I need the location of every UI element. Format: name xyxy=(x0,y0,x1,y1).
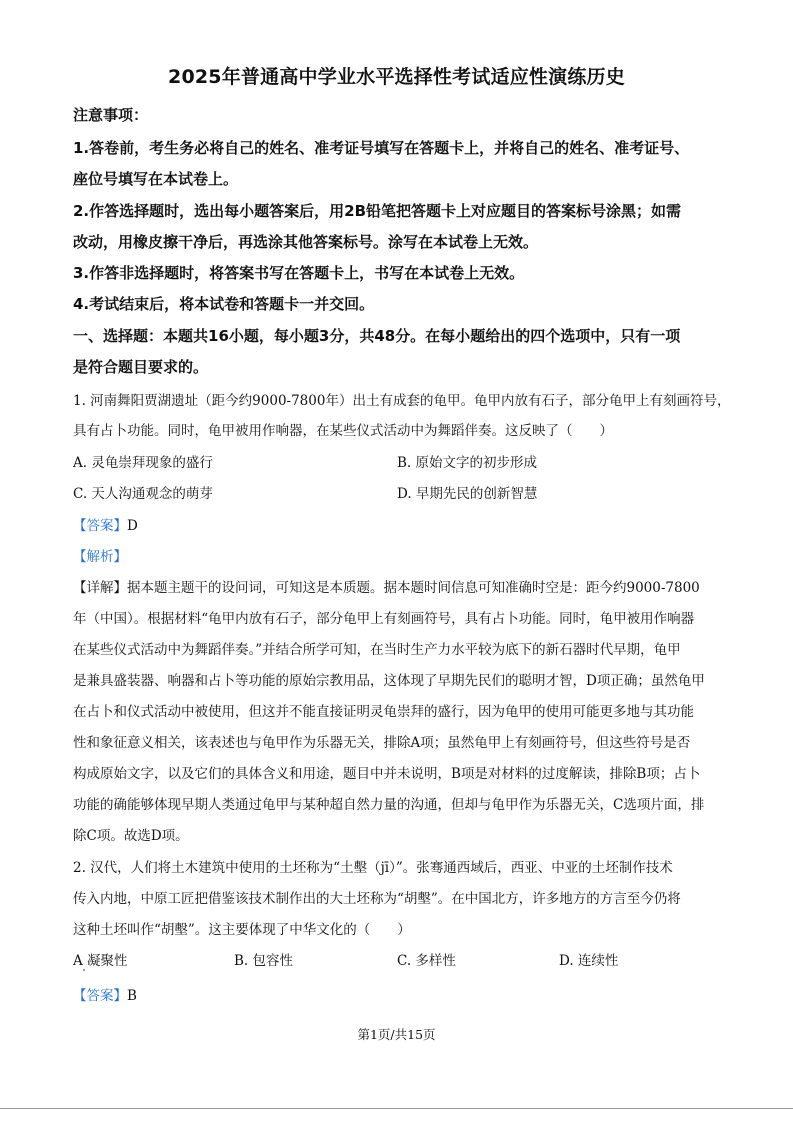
answer-label: 【答案】 xyxy=(73,988,127,1004)
q2-stem: 2. 汉代，人们将土木建筑中使用的土坯称为“土墼（jī）”。张骞通西域后，西亚、中亚的土坯制作技术 xyxy=(73,860,673,876)
q2-answer xyxy=(73,984,137,1004)
q1-option-d: D. 早期先民的创新智慧 xyxy=(397,486,538,502)
q1-detail-line xyxy=(73,576,700,596)
section-heading: 是符合题目要求的。 xyxy=(73,358,209,376)
notice-item: 改动，用橡皮擦干净后，再选涂其他答案标号。涂写在本试卷上无效。 xyxy=(73,233,539,251)
q1-detail-line: 是兼具盛装器、响器和占卜等功能的原始宗教用品，这体现了早期先民们的聪明才智，D项正确；虽然龟甲 xyxy=(73,673,705,689)
answer-label: 【答案】 xyxy=(73,518,127,534)
q1-analysis-label: 【解析】 xyxy=(73,549,127,565)
q1-detail-line: 在占卜和仪式活动中被使用，但这并不能直接证明灵龟崇拜的盛行，因为龟甲的使用可能更多地与其功能 xyxy=(73,704,694,720)
q2-stem: 这种土坯叫作“胡墼”。这主要体现了中华文化的（ ） xyxy=(73,922,411,938)
page-title: 2025年普通高中学业水平选择性考试适应性演练历史 xyxy=(168,66,625,88)
q2-option-c: C. 多样性 xyxy=(397,953,456,969)
detail-label: 【详解】 xyxy=(73,580,127,596)
q1-detail-line: 性和象征意义相关，该表述也与龟甲作为乐器无关，排除A项；虽然龟甲上有刻画符号，但这些符号是否 xyxy=(73,735,691,751)
notice-item: 1.答卷前，考生务必将自己的姓名、准考证号填写在答题卡上，并将自己的姓名、准考证号、 xyxy=(73,139,690,157)
notice-item: 座位号填写在本试卷上。 xyxy=(73,170,239,188)
notice-item: 3.作答非选择题时，将答案书写在答题卡上，书写在本试卷上无效。 xyxy=(73,264,525,282)
q1-option-b: B. 原始文字的初步形成 xyxy=(397,455,538,471)
answer-value: B xyxy=(127,988,137,1004)
q1-detail-line: 在某些仪式活动中为舞蹈伴奏。”并结合所学可知，在当时生产力水平较为底下的新石器时代早期，龟甲 xyxy=(73,642,681,658)
q2-option-a: A 凝聚性 xyxy=(73,953,128,969)
q1-detail-line: 除C项。故选D项。 xyxy=(73,828,189,844)
q1-detail-line: 年（中国）。根据材料“龟甲内放有石子，部分龟甲上有刻画符号，具有占卜功能。同时，龟甲被用作响器 xyxy=(73,611,695,627)
detail-text: 据本题主题干的设问词，可知这是本质题。据本题时间信息可知准确时空是：距今约9000-7800 xyxy=(127,580,700,596)
q1-stem: 具有占卜功能。同时，龟甲被用作响器，在某些仪式活动中为舞蹈伴奏。这反映了（ ） xyxy=(73,423,613,439)
notice-item: 2.作答选择题时，选出每小题答案后，用2B铅笔把答题卡上对应题目的答案标号涂黑；如需 xyxy=(73,202,682,220)
section-heading: 一、选择题：本题共16小题，每小题3分，共48分。在每小题给出的四个选项中，只有一项 xyxy=(73,327,681,345)
q2-stem: 传入内地，中原工匠把借鉴该技术制作出的大土坯称为“胡墼”。在中国北方，许多地方的方言至今仍将 xyxy=(73,891,681,907)
q2-option-d: D. 连续性 xyxy=(559,953,619,969)
bottom-divider xyxy=(0,1108,793,1109)
page-footer: 第1页/共15页 xyxy=(357,1027,436,1042)
q1-answer xyxy=(73,514,138,534)
q1-detail-line: 功能的确能够体现早期人类通过龟甲与某种超自然力量的沟通，但却与龟甲作为乐器无关，C选项片面，排 xyxy=(73,797,705,813)
q1-option-c: C. 天人沟通观念的萌芽 xyxy=(73,486,213,502)
stray-mark xyxy=(83,969,85,971)
answer-value: D xyxy=(127,518,138,534)
q1-stem: 1. 河南舞阳贾湖遗址（距今约9000-7800年）出土有成套的龟甲。龟甲内放有石子，部分龟甲上有刻画符号， xyxy=(73,393,731,409)
q1-detail-line: 构成原始文字，以及它们的具体含义和用途，题目中并未说明，B项是对材料的过度解读，排除B项；占卜 xyxy=(73,766,701,782)
q1-option-a: A. 灵龟崇拜现象的盛行 xyxy=(73,455,213,471)
notice-item: 4.考试结束后，将本试卷和答题卡一并交回。 xyxy=(73,295,375,313)
notice-heading: 注意事项： xyxy=(73,106,149,124)
q2-option-b: B. 包容性 xyxy=(234,953,294,969)
